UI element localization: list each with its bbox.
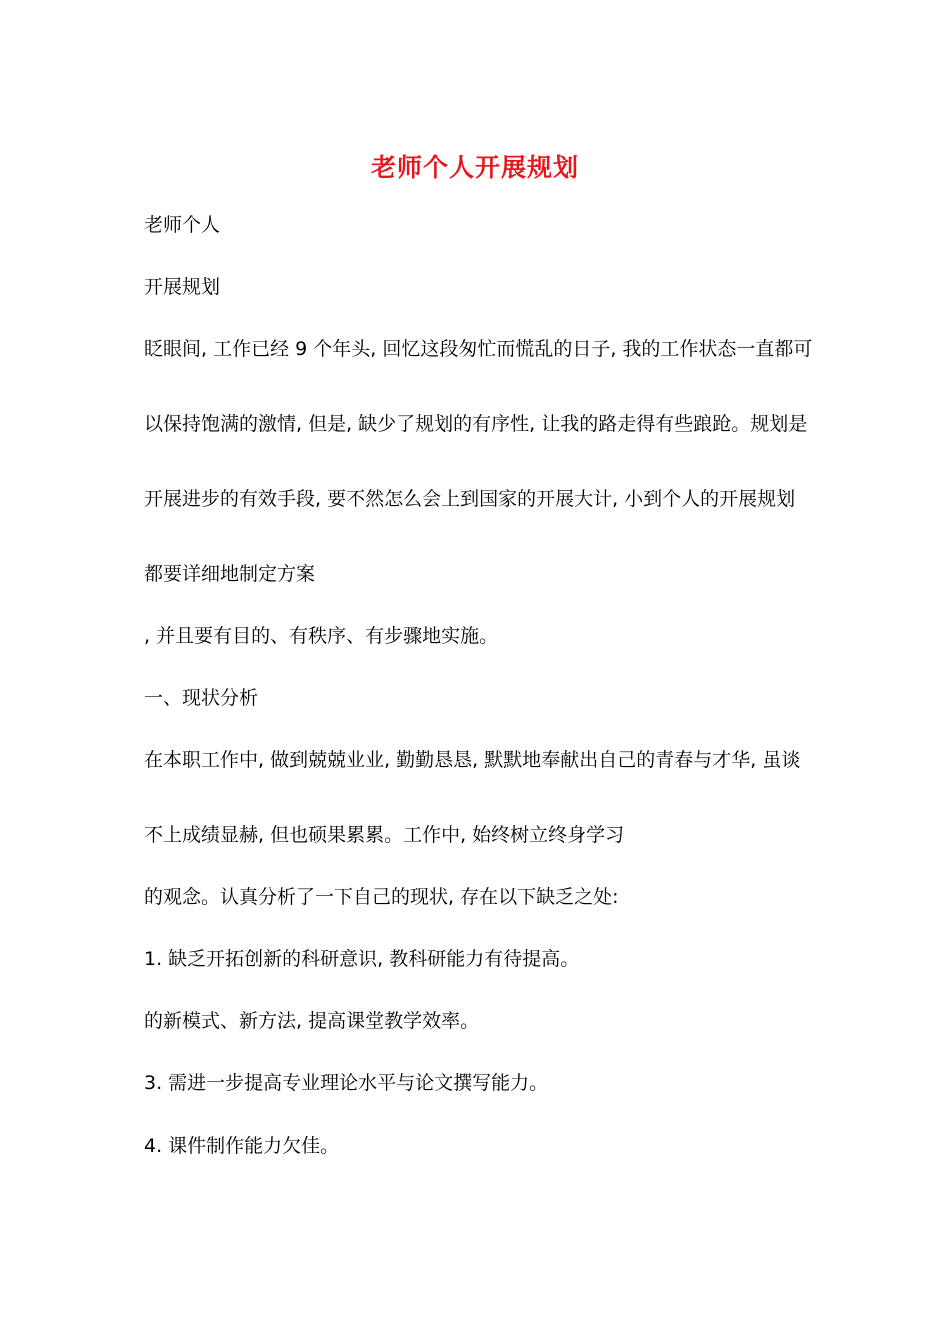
text-line: , 并且要有目的、有秩序、有步骤地实施。 xyxy=(144,625,499,647)
list-item: 3. 需进一步提高专业理论水平与论文撰写能力。 xyxy=(144,1072,549,1094)
document-title: 老师个人开展规划 xyxy=(370,153,579,182)
text-line: 眨眼间, 工作已经 9 个年头, 回忆这段匆忙而慌乱的日子, 我的工作状态一直都可 xyxy=(144,338,813,360)
list-item: 4. 课件制作能力欠佳。 xyxy=(144,1135,340,1157)
text-line: 不上成绩显赫, 但也硕果累累。工作中, 始终树立终身学习 xyxy=(144,824,625,846)
section-heading: 一、现状分析 xyxy=(144,687,259,709)
text-line: 开展进步的有效手段, 要不然怎么会上到国家的开展大计, 小到个人的开展规划 xyxy=(144,488,796,510)
text-line: 都要详细地制定方案 xyxy=(144,563,316,585)
text-line: 的新模式、新方法, 提高课堂教学效率。 xyxy=(144,1010,480,1032)
list-item: 1. 缺乏开拓创新的科研意识, 教科研能力有待提高。 xyxy=(144,948,580,970)
text-line: 开展规划 xyxy=(144,276,221,298)
text-line: 在本职工作中, 做到兢兢业业, 勤勤恳恳, 默默地奉献出自己的青春与才华, 虽谈 xyxy=(144,749,801,771)
text-line: 以保持饱满的激情, 但是, 缺少了规划的有序性, 让我的路走得有些踉跄。规划是 xyxy=(144,413,808,435)
text-line: 的观念。认真分析了一下自己的现状, 存在以下缺乏之处: xyxy=(144,886,619,908)
text-line: 老师个人 xyxy=(144,214,221,236)
